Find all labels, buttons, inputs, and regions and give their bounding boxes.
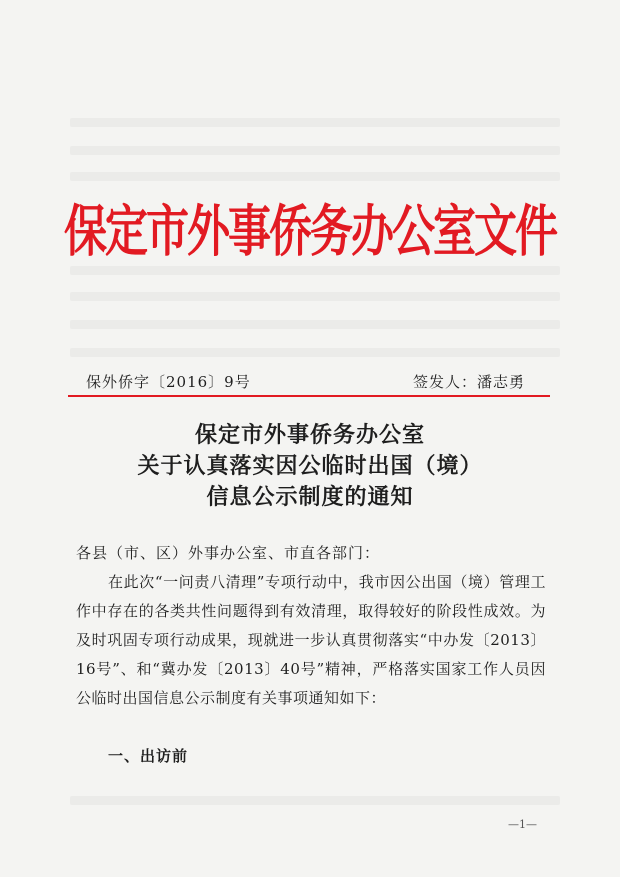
body-paragraph: 在此次“一问责八清理”专项行动中，我市因公出国（境）管理工作中存在的各类共性问题得到有效清理，取得较好的阶段性成效。为及时巩固专项行动成果，现就进一步认真贯彻落实“中办发〔2013〕16号”、和“冀办发〔2013〕40号”精神，严格落实国家工作人员因公临时出国信息公示制度有关事项通知如下： [76,573,546,707]
document-number: 保外侨字〔2016〕9号 [86,373,251,391]
notice-title [0,420,620,513]
bleed-through-line [70,266,560,275]
bleed-through-line [70,348,560,357]
red-divider-line [68,395,550,397]
signer: 签发人：潘志勇 [413,373,526,391]
bleed-through-line [70,118,560,127]
page-number: —1— [508,818,537,831]
bleed-through-line [70,292,560,301]
salutation: 各县（市、区）外事办公室、市直各部门： [76,544,381,562]
document-header-title: 保定市外事侨务办公室文件 [64,199,556,265]
section-heading: 一、出访前 [108,747,189,765]
title-line-3: 信息公示制度的通知 [206,484,414,510]
bleed-through-line [70,172,560,181]
title-line-2: 关于认真落实因公临时出国（境） [137,453,483,479]
title-line-1: 保定市外事侨务办公室 [194,422,425,448]
bleed-through-line [70,146,560,155]
bleed-through-line [70,796,560,805]
bleed-through-line [70,320,560,329]
